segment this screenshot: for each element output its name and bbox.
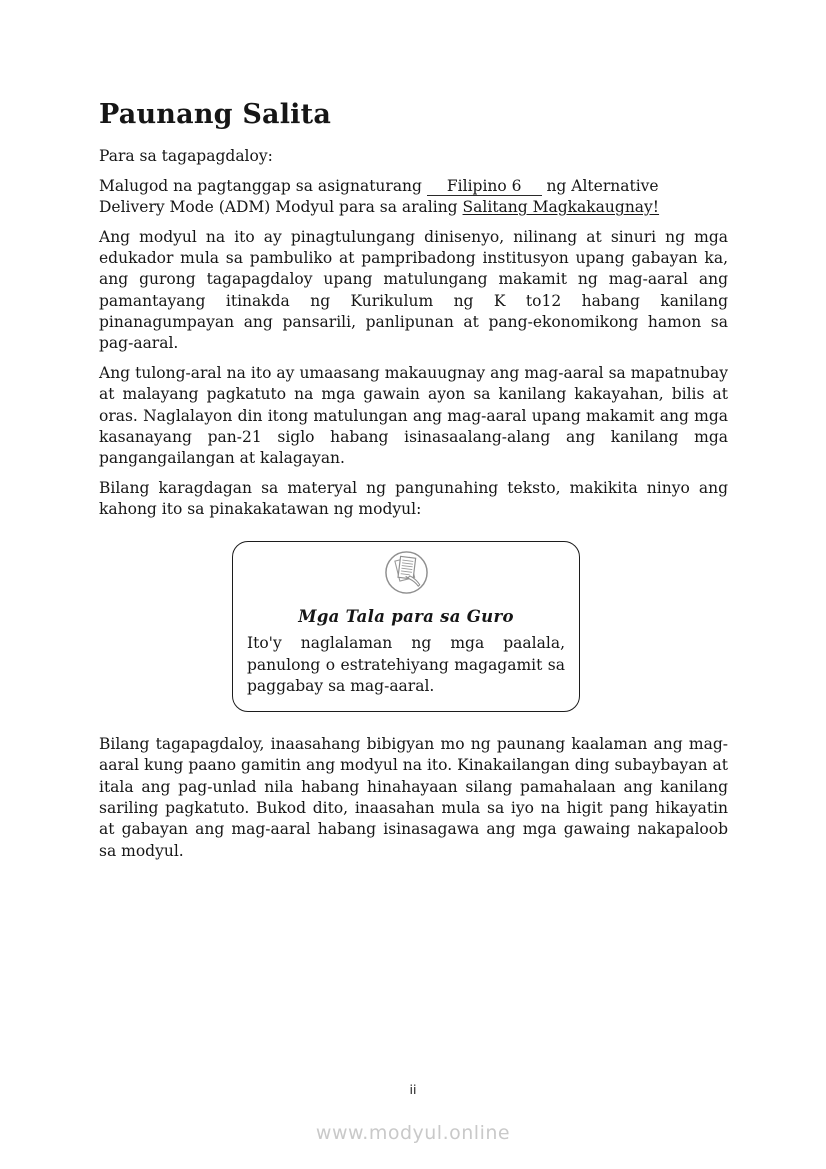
note-icon-container xyxy=(247,549,565,600)
subject-name-underlined: Filipino 6 xyxy=(427,178,542,196)
paragraph-facilitator-instructions: Bilang tagapagdaloy, inaasahang bibigyan mo ng paunang kaalaman ang mag-aaral kung paano gamitin ang modyul na ito. Kinakailangan ding subaybayan at itala ang pag-unlad nila habang hinahayaan silang pamahalaan ang kanilang sariling pagkatuto. Bukod dito, inaasahan mula sa iyo na higit pang hikayatin at gabayan ang mag-aaral habang isinasagawa ang mga gawaing nakapaloob sa modyul. xyxy=(99,735,728,860)
salutation-line: Para sa tagapagdaloy: xyxy=(99,147,273,165)
paragraph-box-intro: Bilang karagdagan sa materyal ng pangunahing teksto, makikita ninyo ang kahong ito sa pinakakatawan ng modyul: xyxy=(99,479,728,519)
teacher-notes-box xyxy=(232,541,580,712)
document-content xyxy=(99,100,728,870)
lesson-title-underlined: Salitang Magkakaugnay! xyxy=(462,198,660,217)
intro-text-part2: ng Alternative Delivery Mode (ADM) Modyul para sa araling xyxy=(99,176,659,217)
note-box-title: Mga Tala para sa Guro xyxy=(298,606,514,626)
intro-paragraph xyxy=(99,176,728,219)
intro-text-part1: Malugod na pagtanggap sa asignaturang xyxy=(99,176,422,195)
note-box-body: Ito'y naglalaman ng mga paalala, panulong o estratehiyang magagamit sa paggabay sa mag-aaral. xyxy=(247,633,565,696)
watermark-text: www.modyul.online xyxy=(315,1122,511,1144)
page-title: Paunang Salita xyxy=(99,99,332,130)
notes-with-writing-hand-icon xyxy=(383,549,430,596)
paragraph-module-design: Ang modyul na ito ay pinagtulungang dinisenyo, nilinang at sinuri ng mga edukador mula sa pambuliko at pampribadong institusyon upang gabayan ka, ang gurong tagapagdaloy upang matulungang makamit ng mag-aaral ang pamantayang itinakda ng Kurikulum ng K to12 habang kanilang pinanagumpayan ang pansarili, panlipunan at pang-ekonomikong hamon sa pag-aaral. xyxy=(99,227,728,353)
page-number: ii xyxy=(409,1082,417,1097)
paragraph-learning-aid: Ang tulong-aral na ito ay umaasang makauugnay ang mag-aaral sa mapatnubay at malayang pagkatuto na mga gawain ayon sa kanilang kakayahan, bilis at oras. Naglalayon din itong matulungan ang mag-aaral upang makamit ang mga kasanayang pan-21 siglo habang isinasaalang-alang ang kanilang mga pangangailangan at kalagayan. xyxy=(99,364,728,468)
